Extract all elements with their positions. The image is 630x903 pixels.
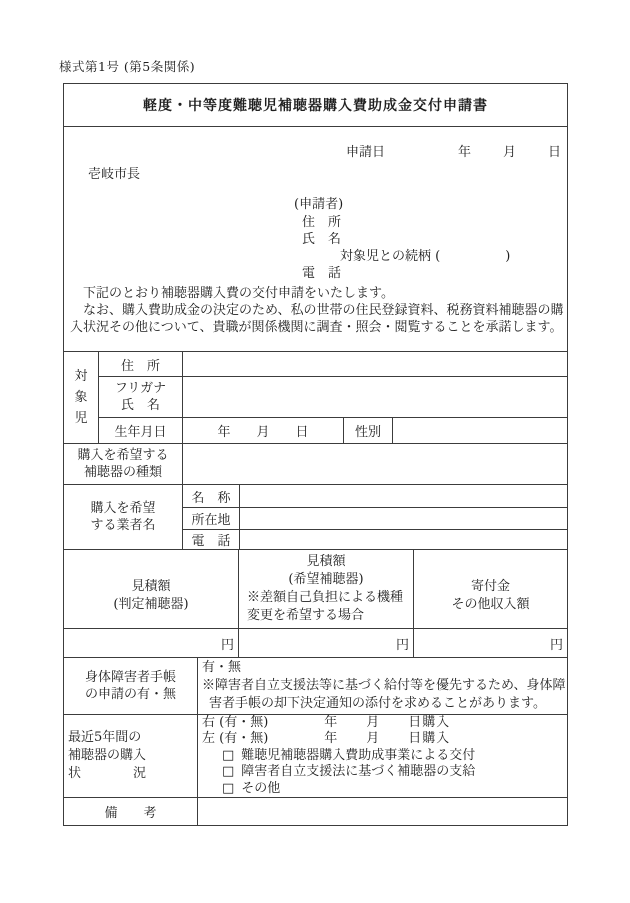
estimate-desired-header: 見積額 (希望補聴器) ※差額自己負担による機種 変更を希望する場合 xyxy=(239,550,414,629)
child-address-field xyxy=(183,352,568,377)
child-gender-field xyxy=(393,418,568,444)
table-row xyxy=(64,352,568,377)
table-row xyxy=(64,658,568,715)
child-name-label: フリガナ 氏 名 xyxy=(99,377,183,418)
vendor-name-label: 名 称 xyxy=(183,485,240,508)
estimate-donation-amount-field: 円 xyxy=(414,629,568,658)
certificate-note-line2: 害者手帳の却下決定通知の添付を求めることがあります。 xyxy=(209,696,546,711)
estimate-judged-header: 見積額 (判定補聴器) xyxy=(64,550,239,629)
vendor-location-field xyxy=(240,508,568,530)
header-section xyxy=(63,127,568,352)
history-right-line: 右 (有・無) 年 月 日購入 xyxy=(202,715,451,730)
estimate-desired-amount-field: 円 xyxy=(239,629,414,658)
application-date-field: 年 月 日 xyxy=(458,145,564,160)
table-row xyxy=(64,418,568,444)
disability-certificate-field xyxy=(198,658,568,715)
applicant-address-label: 住 所 xyxy=(302,215,342,230)
table-row xyxy=(64,377,568,418)
child-name-field xyxy=(183,377,568,418)
applicant-heading: (申請者) xyxy=(294,197,344,212)
declaration-line3: 入状況その他について、貴職が関係機関に調査・照会・閲覧することを承諾します。 xyxy=(70,320,563,335)
form-title: 軽度・中等度難聴児補聴器購入費助成金交付申請書 xyxy=(63,83,568,127)
purchase-history-field xyxy=(198,715,568,798)
certificate-history-table xyxy=(63,657,568,826)
table-row xyxy=(64,715,568,798)
remarks-field xyxy=(198,798,568,826)
vendor-label: 購入を希望 する業者名 xyxy=(64,485,183,550)
table-row xyxy=(64,444,568,485)
child-address-label: 住 所 xyxy=(99,352,183,377)
vendor-name-field xyxy=(240,485,568,508)
application-date-label: 申請日 xyxy=(346,145,386,160)
remarks-label: 備 考 xyxy=(64,798,198,826)
disability-certificate-label: 身体障害者手帳 の申請の有・無 xyxy=(64,658,198,715)
child-birthdate-label: 生年月日 xyxy=(99,418,183,444)
child-group-label: 対 象 児 xyxy=(64,352,99,444)
history-option-1: □ 難聴児補聴器購入費助成事業による交付 xyxy=(222,747,476,763)
applicant-relation-label: 対象児との続柄 ( ) xyxy=(340,249,511,264)
hearing-aid-type-label: 購入を希望する 補聴器の種類 xyxy=(64,444,183,485)
estimate-judged-amount-field: 円 xyxy=(64,629,239,658)
vendor-phone-field xyxy=(240,530,568,550)
child-birthdate-field: 年 月 日 xyxy=(183,418,344,444)
form-number: 様式第1号 (第5条関係) xyxy=(59,59,196,74)
estimate-donation-header: 寄付金 その他収入額 xyxy=(414,550,568,629)
checkbox-icon: □ xyxy=(222,780,235,796)
child-gender-label: 性別 xyxy=(344,418,393,444)
checkbox-icon: □ xyxy=(222,747,235,763)
table-row xyxy=(64,550,568,629)
vendor-phone-label: 電 話 xyxy=(183,530,240,550)
table-row xyxy=(64,629,568,658)
declaration-text xyxy=(70,285,564,336)
history-option-3: □ その他 xyxy=(222,780,281,796)
declaration-line2: なお、購入費助成金の決定のため、私の世帯の住民登録資料、税務資料補聴器の購 xyxy=(70,303,564,318)
certificate-yes-no: 有・無 xyxy=(202,660,242,675)
history-left-line: 左 (有・無) 年 月 日購入 xyxy=(202,731,451,747)
applicant-phone-label: 電 話 xyxy=(302,266,342,281)
estimate-table xyxy=(63,549,568,658)
purchase-history-label: 最近5年間の 補聴器の購入 状 況 xyxy=(64,715,198,798)
child-info-table xyxy=(63,351,568,550)
applicant-name-label: 氏 名 xyxy=(302,232,342,247)
checkbox-icon: □ xyxy=(222,764,235,780)
declaration-line1: 下記のとおり補聴器購入費の交付申請をいたします。 xyxy=(70,286,394,301)
table-row xyxy=(64,485,568,508)
history-option-2: □ 障害者自立支援法に基づく補聴器の支給 xyxy=(222,764,476,780)
vendor-location-label: 所在地 xyxy=(183,508,240,530)
addressee: 壱岐市長 xyxy=(88,167,141,182)
table-row xyxy=(64,798,568,826)
hearing-aid-type-field xyxy=(183,444,568,485)
certificate-note-line1: ※障害者自立支援法等に基づく給付等を優先するため、身体障 xyxy=(202,678,566,693)
application-form xyxy=(63,83,568,826)
